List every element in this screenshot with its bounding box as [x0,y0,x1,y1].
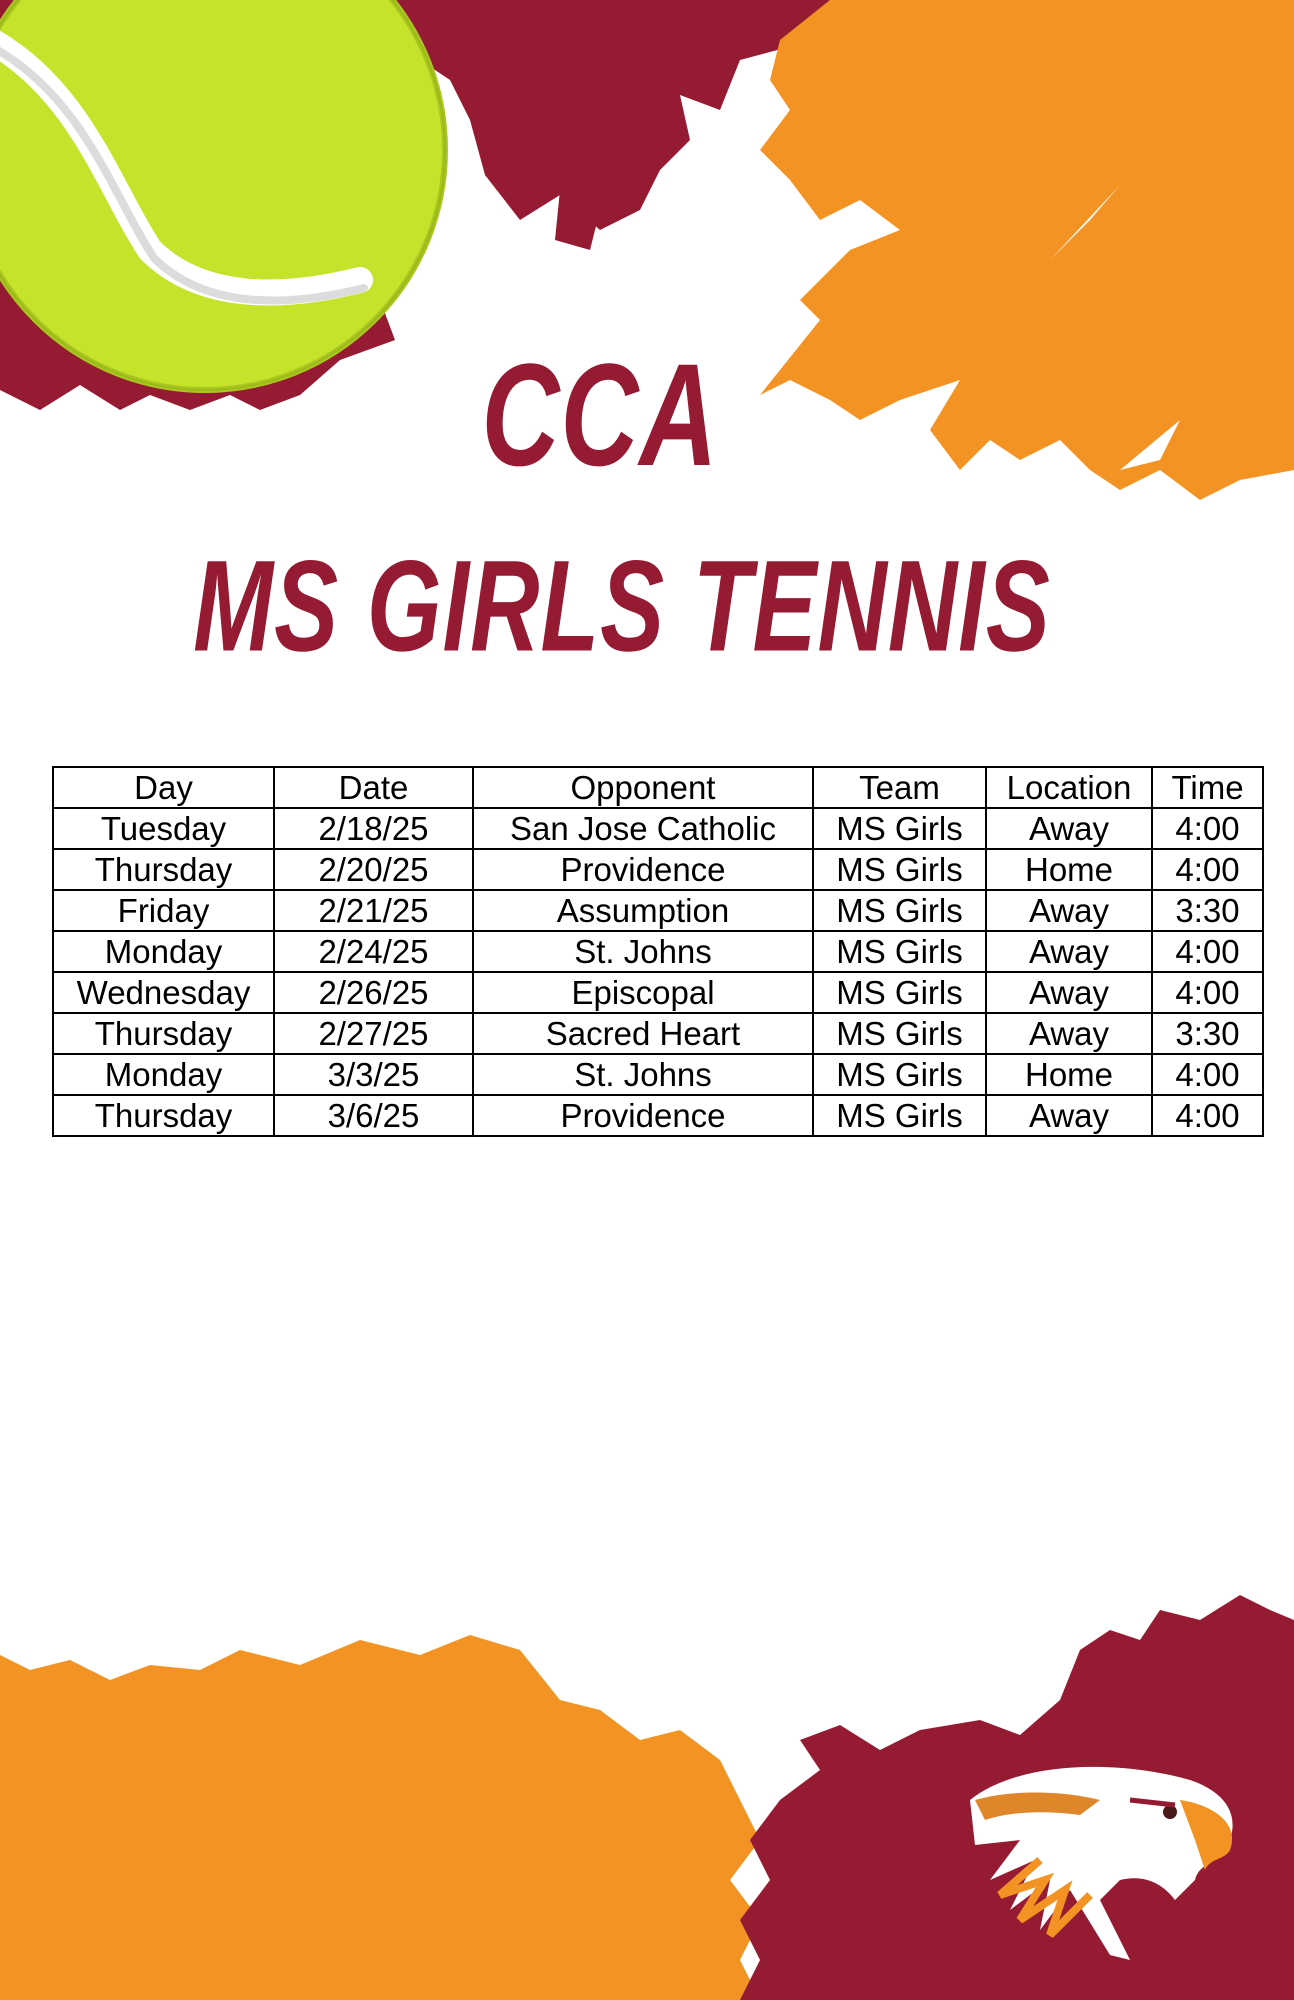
cell-time: 4:00 [1152,1054,1263,1095]
team-title: MS GIRLS TENNIS [193,534,1051,679]
cell-opponent: St. Johns [473,1054,813,1095]
table-row [53,1013,1263,1054]
cell-time: 3:30 [1152,1013,1263,1054]
cell-opponent: St. Johns [473,931,813,972]
cell-time: 4:00 [1152,931,1263,972]
table-row [53,849,1263,890]
table-row [53,808,1263,849]
cell-team: MS Girls [813,808,986,849]
cell-opponent: Providence [473,1095,813,1136]
cell-opponent: Sacred Heart [473,1013,813,1054]
cell-location: Away [986,931,1152,972]
cell-date: 2/18/25 [274,808,473,849]
cell-time: 3:30 [1152,890,1263,931]
cell-day: Thursday [53,849,274,890]
header-day: Day [53,767,274,808]
cell-date: 2/26/25 [274,972,473,1013]
cell-time: 4:00 [1152,1095,1263,1136]
header-team: Team [813,767,986,808]
cell-date: 2/24/25 [274,931,473,972]
cell-team: MS Girls [813,1054,986,1095]
cell-team: MS Girls [813,931,986,972]
cell-opponent: Assumption [473,890,813,931]
cell-location: Away [986,1013,1152,1054]
cell-location: Away [986,1095,1152,1136]
table-row [53,1095,1263,1136]
cell-day: Tuesday [53,808,274,849]
cell-location: Away [986,972,1152,1013]
cell-team: MS Girls [813,1095,986,1136]
cell-day: Friday [53,890,274,931]
cell-date: 2/27/25 [274,1013,473,1054]
cell-opponent: San Jose Catholic [473,808,813,849]
cell-time: 4:00 [1152,808,1263,849]
header-location: Location [986,767,1152,808]
cell-day: Wednesday [53,972,274,1013]
cell-day: Monday [53,931,274,972]
cell-day: Thursday [53,1013,274,1054]
cell-team: MS Girls [813,890,986,931]
cell-date: 2/21/25 [274,890,473,931]
table-row [53,931,1263,972]
cell-date: 3/3/25 [274,1054,473,1095]
cell-time: 4:00 [1152,849,1263,890]
cell-date: 2/20/25 [274,849,473,890]
cell-date: 3/6/25 [274,1095,473,1136]
cell-location: Home [986,849,1152,890]
cell-team: MS Girls [813,849,986,890]
cell-team: MS Girls [813,1013,986,1054]
header-date: Date [274,767,473,808]
table-header-row [53,767,1263,808]
table-row [53,1054,1263,1095]
cell-team: MS Girls [813,972,986,1013]
table-row [53,972,1263,1013]
table-row [53,890,1263,931]
cell-location: Away [986,890,1152,931]
cell-day: Thursday [53,1095,274,1136]
cell-opponent: Providence [473,849,813,890]
schedule-table [52,766,1264,1137]
cell-opponent: Episcopal [473,972,813,1013]
cell-location: Home [986,1054,1152,1095]
cell-time: 4:00 [1152,972,1263,1013]
school-title: CCA [481,332,719,497]
cell-day: Monday [53,1054,274,1095]
header-opponent: Opponent [473,767,813,808]
header-time: Time [1152,767,1263,808]
cell-location: Away [986,808,1152,849]
bottom-orange-splash [0,1635,760,2000]
